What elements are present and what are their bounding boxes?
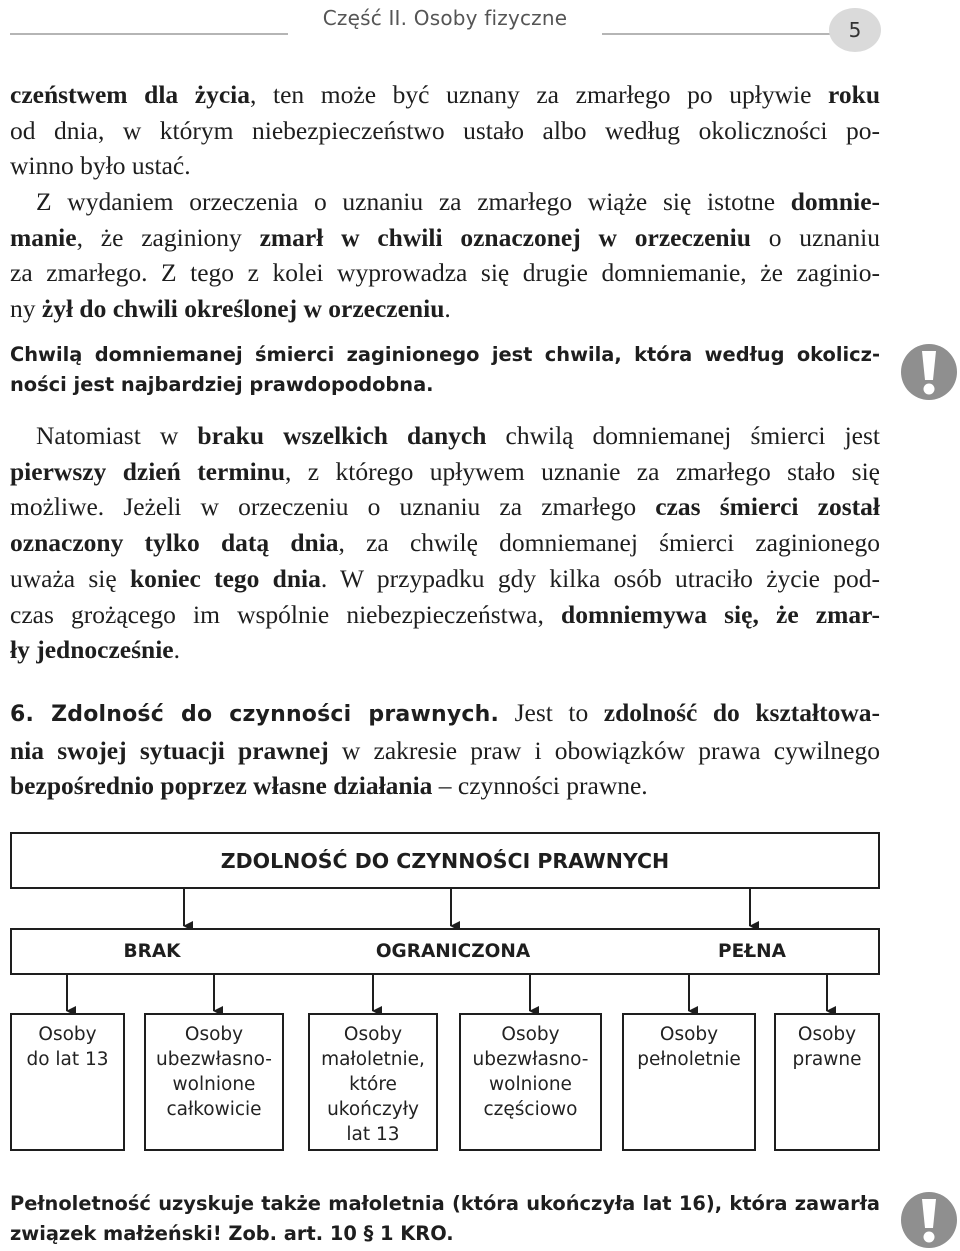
category-label-brak: BRAK xyxy=(123,941,181,962)
leaf-line: Osoby xyxy=(501,1024,560,1045)
note-line: związek małżeński! Zob. art. 10 § 1 KRO. xyxy=(10,1222,454,1245)
leaf-line: pełnoletnie xyxy=(637,1049,741,1070)
bold-phrase: braku wszelkich danych xyxy=(197,421,487,450)
leaf-line: całkowicie xyxy=(166,1099,262,1120)
text-run: o uznaniu xyxy=(750,222,880,252)
text-run: . W przypadku gdy kilka osób utraciło życie pod- xyxy=(320,563,880,593)
bold-phrase: manie xyxy=(10,222,77,252)
important-note-1 xyxy=(10,340,880,400)
leaf-line: wolnione xyxy=(489,1074,572,1095)
note-line: Pełnoletność uzyskuje także małoletnia (która ukończyła lat 16), która zawarła xyxy=(10,1192,880,1215)
text-run: uważa się xyxy=(10,563,130,593)
bold-phrase: roku xyxy=(828,80,881,109)
bold-phrase: domniemywa się, że zmar- xyxy=(561,599,880,629)
bold-phrase: żył do chwili określonej w orzeczeniu xyxy=(41,294,445,324)
text-run: chwilą domniemanej śmierci jest xyxy=(486,421,880,450)
bold-phrase: zmarł w chwili oznaczonej w orzeczeniu xyxy=(259,222,751,252)
text-line: od dnia, w którym niebezpieczeństwo ustało albo według okoliczności po- xyxy=(10,115,880,145)
leaf-line: ukończyły xyxy=(327,1099,419,1120)
bold-phrase: bezpośrednio poprzez własne działania xyxy=(10,771,433,801)
running-header: Część II. Osoby fizyczne xyxy=(322,6,568,30)
text-run: czas grożącego im wspólnie niebezpieczeństwa, xyxy=(10,599,562,629)
text-run: . xyxy=(173,635,180,665)
note-line: ności jest najbardziej prawdopodobna. xyxy=(10,373,434,396)
bold-phrase: koniec tego dnia xyxy=(129,563,321,593)
diagram-root-box xyxy=(10,832,880,889)
paragraph-2 xyxy=(10,184,880,327)
bold-phrase: oznaczony tylko datą dnia xyxy=(10,528,339,558)
text-run: , z którego upływem uznanie za zmarłego stało się xyxy=(285,456,880,486)
leaf-line: Osoby xyxy=(38,1024,97,1045)
leaf-line: małoletnie, xyxy=(321,1049,425,1070)
leaf-line: ubezwłasno- xyxy=(156,1049,272,1070)
note-line: Chwilą domniemanej śmierci zaginionego jest chwila, która według okolicz- xyxy=(10,343,880,366)
text-run: w zakresie praw i obowiązków prawa cywilnego xyxy=(328,735,880,765)
diagram-leaf-4 xyxy=(459,1013,602,1151)
text-run: ny xyxy=(10,294,42,324)
bold-phrase: czeństwem dla życia xyxy=(10,80,251,109)
page-number: 5 xyxy=(829,8,881,52)
text-run: Jest to xyxy=(499,698,604,727)
leaf-line: do lat 13 xyxy=(26,1049,109,1070)
text-run: Z wydaniem orzeczenia o uznaniu za zmarłego wiąże się istotne xyxy=(36,187,791,216)
section-heading: 6. Zdolność do czynności prawnych. xyxy=(10,702,500,727)
category-label-pelna: PEŁNA xyxy=(718,941,786,962)
important-note-2 xyxy=(10,1189,880,1249)
bold-phrase: czas śmierci został xyxy=(655,492,880,522)
leaf-line: Osoby xyxy=(343,1024,403,1045)
leaf-line: które xyxy=(349,1074,397,1095)
paragraph-4 xyxy=(10,695,880,804)
bold-phrase: pierwszy dzień terminu xyxy=(10,456,286,486)
diagram-category-bar xyxy=(10,928,880,975)
leaf-line: częściowo xyxy=(483,1099,578,1120)
bold-phrase: ły jednocześnie xyxy=(10,635,174,665)
diagram-leaf-2 xyxy=(144,1013,284,1151)
paragraph-3 xyxy=(10,418,880,668)
text-run: , że zaginiony xyxy=(76,222,260,252)
text-line: winno było ustać. xyxy=(10,151,191,181)
category-label-ograniczona: OGRANICZONA xyxy=(375,941,531,962)
bold-phrase: nia swojej sytuacji prawnej xyxy=(10,735,329,765)
diagram-leaf-1 xyxy=(10,1013,125,1151)
exclamation-icon xyxy=(900,343,958,401)
diagram-leaf-6 xyxy=(774,1013,880,1151)
leaf-line: Osoby xyxy=(659,1024,719,1045)
text-run: – czynności prawne. xyxy=(432,771,648,801)
leaf-line: Osoby xyxy=(797,1024,857,1045)
paragraph-1 xyxy=(10,77,880,184)
exclamation-icon xyxy=(900,1191,958,1249)
diagram-leaf-3 xyxy=(308,1013,438,1151)
leaf-line: prawne xyxy=(792,1049,862,1070)
text-run: Natomiast w xyxy=(36,421,198,450)
leaf-line: Osoby xyxy=(184,1024,244,1045)
text-line: za zmarłego. Z tego z kolei wyprowadza się drugie domniemanie, że zaginio- xyxy=(10,258,880,288)
header-rule-left xyxy=(10,33,288,35)
leaf-line: ubezwłasno- xyxy=(472,1049,589,1070)
leaf-line: lat 13 xyxy=(346,1124,400,1145)
header-rule-right xyxy=(602,33,832,35)
bold-phrase: domnie- xyxy=(790,187,880,216)
text-run: , za chwilę domniemanej śmierci zaginionego xyxy=(338,528,880,558)
text-run: . xyxy=(444,294,451,324)
diagram-leaf-5 xyxy=(622,1013,756,1151)
bold-phrase: zdolność do kształtowa- xyxy=(603,698,880,727)
leaf-line: wolnione xyxy=(172,1074,256,1095)
diagram-root-label: ZDOLNOŚĆ DO CZYNNOŚCI PRAWNYCH xyxy=(220,848,670,873)
text-run: możliwe. Jeżeli w orzeczeniu o uznaniu za zmarłego xyxy=(10,492,656,522)
text-run: , ten może być uznany za zmarłego po upływie xyxy=(250,80,829,109)
